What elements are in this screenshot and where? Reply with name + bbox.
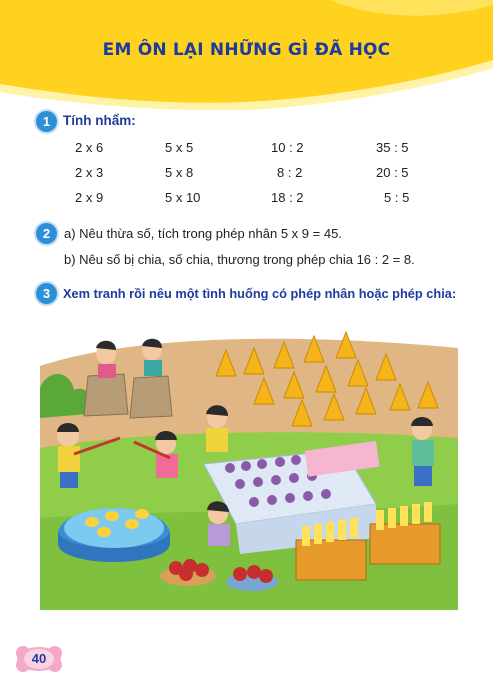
page-number: 40 [31,651,47,666]
page-number-badge [14,644,64,674]
exercise-number-badge: 3 [36,283,57,304]
calc-item: 20 : 5 [376,165,409,180]
calc-item: 5 : 5 [384,190,410,205]
calc-item: 5 x 10 [165,190,201,205]
calc-item: 2 x 6 [75,140,104,155]
exercise-2-line-b: b) Nêu số bị chia, số chia, thương trong phép chia 16 : 2 = 8. [64,252,415,267]
page-title: EM ÔN LẠI NHỮNG GÌ ĐÃ HỌC [102,40,391,60]
exercise-1-heading: Tính nhẩm: [63,113,136,128]
playground-illustration [40,318,458,610]
calc-item: 35 : 5 [376,140,409,155]
calc-item: 2 x 3 [75,165,104,180]
calc-item: 5 x 8 [165,165,194,180]
calc-item: 2 x 9 [75,190,104,205]
exercise-number-badge: 1 [36,111,57,132]
calc-item: 5 x 5 [165,140,194,155]
calc-item: 10 : 2 [271,140,304,155]
exercise-2-line-a: a) Nêu thừa số, tích trong phép nhân 5 x 9 = 45. [64,226,342,241]
calc-item: 18 : 2 [271,190,304,205]
exercise-number-badge: 2 [36,223,57,244]
exercise-3-heading: Xem tranh rồi nêu một tình huống có phép nhân hoặc phép chia: [63,286,457,301]
calc-item: 8 : 2 [277,165,303,180]
